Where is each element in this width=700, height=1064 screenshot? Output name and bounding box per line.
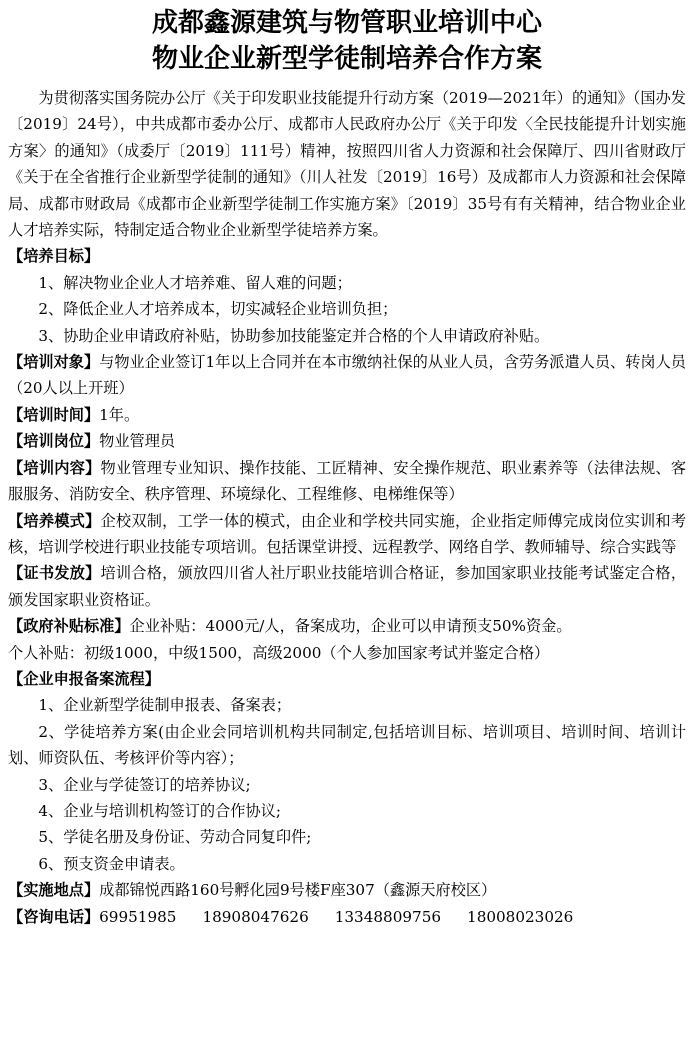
goal-item: 1、解决物业企业人才培养难、留人难的问题； bbox=[38, 273, 352, 292]
location-text: 成都锦悦西路160号孵化园9号楼F座307（鑫源天府校区） bbox=[99, 881, 497, 900]
process-item: 4、企业与培训机构签订的合作协议; bbox=[38, 801, 281, 820]
goal-item: 3、协助企业申请政府补贴，协助参加技能鉴定并合格的个人申请政府补贴。 bbox=[38, 326, 550, 345]
section-goals bbox=[8, 243, 686, 349]
intro-paragraph: 为贯彻落实国务院办公厅《关于印发职业技能提升行动方案（2019—2021年）的通知》（国办发〔2019〕24号），中共成都市委办公厅、成都市人民政府办公厅《关于印发〈全民技能提升计划实施方案〉的通知》（成委厅〔2019〕111号）精神，按照四川省人力资源和社会保障厅、四川省财政厅《关于在全省推行企业新型学徒制的通知》（川人社发〔2019〕16号）及成都市人力资源和社会保障局、成都市财政局《成都市企业新型学徒制工作实施方案》〔2019〕35号有有关精神，结合物业企业人才培养实际，特制定适合物业企业新型学徒培养方案。 bbox=[8, 89, 686, 240]
personal-subsidy: 个人补贴：初级1000，中级1500，高级2000（个人参加国家考试并鉴定合格） bbox=[8, 643, 550, 662]
process-item: 6、预支资金申请表。 bbox=[38, 854, 185, 873]
phone-number: 13348809756 bbox=[334, 907, 442, 926]
position-text: 物业管理员 bbox=[99, 432, 176, 451]
section-duration bbox=[8, 402, 686, 428]
section-position bbox=[8, 428, 686, 454]
position-heading: 【培训岗位】 bbox=[8, 432, 100, 451]
phone-number: 18908047626 bbox=[202, 907, 309, 926]
section-target bbox=[8, 349, 686, 402]
process-heading: 【企业申报备案流程】 bbox=[8, 669, 160, 688]
content-text: 物业管理专业知识、操作技能、工匠精神、安全操作规范、职业素养等（法律法规、客服服务、消防安全、秩序管理、环境绿化、工程维修、电梯维保等） bbox=[8, 458, 687, 504]
document-title-line1: 成都鑫源建筑与物管职业培训中心 bbox=[151, 8, 542, 38]
phone-number: 69951985 bbox=[99, 907, 177, 926]
certificate-heading: 【证书发放】 bbox=[8, 564, 101, 583]
subsidy-text: 企业补贴：4000元/人，备案成功，企业可以申请预支50%资金。 bbox=[129, 617, 572, 636]
goal-item: 2、降低企业人才培养成本，切实减轻企业培训负担； bbox=[38, 300, 398, 319]
certificate-text: 培训合格，颁放四川省人社厅职业技能培训合格证，参加国家职业技能考试鉴定合格，颁发国家职业资格证。 bbox=[8, 564, 687, 609]
process-item: 5、学徒名册及身份证、劳动合同复印件; bbox=[38, 828, 312, 847]
goals-heading: 【培养目标】 bbox=[8, 247, 100, 266]
location-heading: 【实施地点】 bbox=[8, 881, 100, 900]
subsidy-heading: 【政府补贴标准】 bbox=[8, 617, 130, 636]
document-title-line2: 物业企业新型学徒制培养合作方案 bbox=[151, 44, 542, 74]
duration-text: 1年。 bbox=[99, 405, 140, 424]
section-location bbox=[8, 877, 686, 903]
process-item: 1、企业新型学徒制申报表、备案表； bbox=[38, 696, 292, 715]
content-heading: 【培训内容】 bbox=[8, 458, 101, 477]
phone-heading: 【咨询电话】 bbox=[8, 907, 100, 926]
target-text: 与物业企业签订1年以上合同并在本市缴纳社保的从业人员，含劳务派遣人员、转岗人员（20人以上开班） bbox=[8, 353, 686, 398]
target-heading: 【培训对象】 bbox=[8, 353, 100, 372]
process-item: 2、学徒培养方案(由企业会同培训机构共同制定,包括培训目标、培训项目、培训时间、培训计划、师资队伍、考核评价等内容）； bbox=[8, 722, 686, 768]
section-certificate bbox=[8, 560, 686, 613]
process-item: 3、企业与学徒签订的培养协议; bbox=[38, 775, 251, 794]
mode-text: 企校双制，工学一体的模式，由企业和学校共同实施，企业指定师傅完成岗位实训和考核，培训学校进行职业技能专项培训。包括课堂讲授、远程教学、网络自学、教师辅导、综合实践等 bbox=[8, 511, 687, 556]
section-process bbox=[8, 666, 686, 877]
section-subsidy bbox=[8, 613, 686, 639]
section-content bbox=[8, 455, 686, 508]
phone-number: 18008023026 bbox=[467, 907, 574, 926]
duration-heading: 【培训时间】 bbox=[8, 405, 100, 424]
section-mode bbox=[8, 508, 686, 561]
section-phone bbox=[8, 904, 686, 930]
mode-heading: 【培养模式】 bbox=[8, 511, 101, 530]
